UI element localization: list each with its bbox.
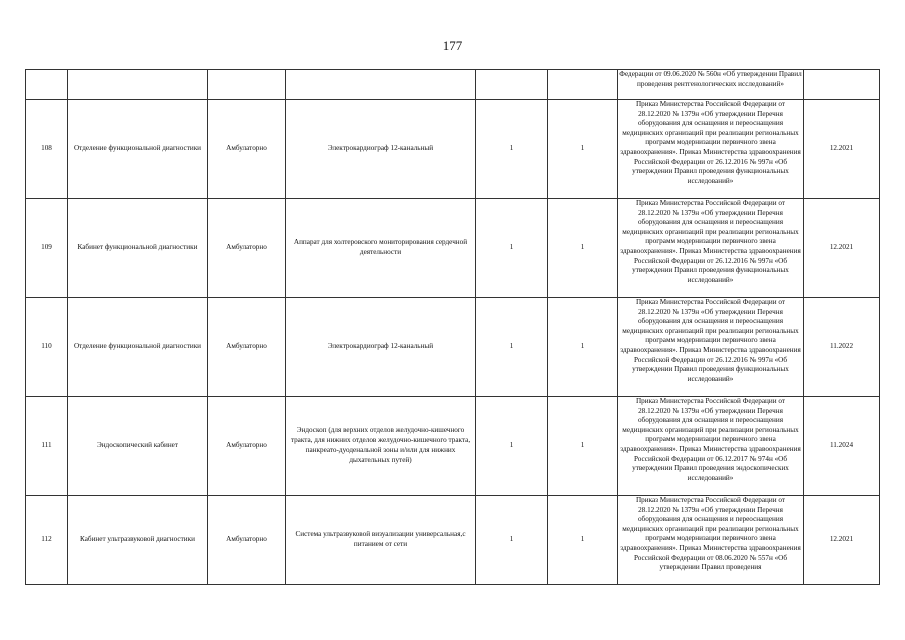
table-row bbox=[26, 100, 880, 199]
cell-unit: Кабинет ультразвуковой диагностики bbox=[68, 496, 208, 585]
cell-basis: Федерации от 09.06.2020 № 560н «Об утверждении Правил проведения рентгенологических исследований» bbox=[618, 70, 804, 100]
cell-equipment: Электрокардиограф 12-канальный bbox=[286, 100, 476, 199]
cell-num: 108 bbox=[26, 100, 68, 199]
cell-date bbox=[804, 70, 880, 100]
cell-num: 111 bbox=[26, 397, 68, 496]
cell-num: 109 bbox=[26, 199, 68, 298]
cell-date: 12.2021 bbox=[804, 199, 880, 298]
cell-basis: Приказ Министерства Российской Федерации от 28.12.2020 № 1379н «Об утверждении Перечня оборудования для оснащения и переоснащения медицинских организаций при реализации региональных программ модернизации первичного звена здравоохранения». Приказ Министерства здравоохранения Российской Федерации от 26.12.2016 № 997н «Об утверждении Правил проведения функциональных исследований» bbox=[618, 298, 804, 397]
cell-qty-a: 1 bbox=[476, 199, 548, 298]
cell-equipment: Аппарат для холтеровского мониторирования сердечной деятельности bbox=[286, 199, 476, 298]
cell-unit: Кабинет функциональной диагностики bbox=[68, 199, 208, 298]
cell-qty-b: 1 bbox=[548, 100, 618, 199]
cell-num: 110 bbox=[26, 298, 68, 397]
cell-qty-a: 1 bbox=[476, 298, 548, 397]
cell-unit: Отделение функциональной диагностики bbox=[68, 100, 208, 199]
cell-qty-b: 1 bbox=[548, 397, 618, 496]
cell-equipment: Электрокардиограф 12-канальный bbox=[286, 298, 476, 397]
cell-basis: Приказ Министерства Российской Федерации от 28.12.2020 № 1379н «Об утверждении Перечня оборудования для оснащения и переоснащения медицинских организаций при реализации региональных программ модернизации первичного звена здравоохранения». Приказ Министерства здравоохранения Российской Федерации от 06.12.2017 № 974н «Об утверждении Правил проведения эндоскопических исследований» bbox=[618, 397, 804, 496]
cell-equipment: Система ультразвуковой визуализации универсальная,с питанием от сети bbox=[286, 496, 476, 585]
cell-date: 11.2022 bbox=[804, 298, 880, 397]
cell-qty-a: 1 bbox=[476, 100, 548, 199]
cell-equipment bbox=[286, 70, 476, 100]
cell-date: 11.2024 bbox=[804, 397, 880, 496]
cell-num bbox=[26, 70, 68, 100]
table-row-continued bbox=[26, 70, 880, 100]
cell-basis: Приказ Министерства Российской Федерации от 28.12.2020 № 1379н «Об утверждении Перечня оборудования для оснащения и переоснащения медицинских организаций при реализации региональных программ модернизации первичного звена здравоохранения». Приказ Министерства здравоохранения Российской Федерации от 08.06.2020 № 557н «Об утверждении Правил проведения bbox=[618, 496, 804, 585]
cell-care-type: Амбулаторно bbox=[208, 298, 286, 397]
cell-qty-b: 1 bbox=[548, 298, 618, 397]
cell-num: 112 bbox=[26, 496, 68, 585]
cell-qty-b: 1 bbox=[548, 199, 618, 298]
cell-qty-a: 1 bbox=[476, 496, 548, 585]
cell-qty-a: 1 bbox=[476, 397, 548, 496]
cell-care-type: Амбулаторно bbox=[208, 397, 286, 496]
cell-care-type: Амбулаторно bbox=[208, 100, 286, 199]
cell-date: 12.2021 bbox=[804, 100, 880, 199]
cell-qty-b: 1 bbox=[548, 496, 618, 585]
cell-care-type: Амбулаторно bbox=[208, 199, 286, 298]
cell-equipment: Эндоскоп (для верхних отделов желудочно-кишечного тракта, для нижних отделов желудочно-кишечного тракта, панкреато-дуоденальной зоны и/или для нижних дыхательных путей) bbox=[286, 397, 476, 496]
cell-basis: Приказ Министерства Российской Федерации от 28.12.2020 № 1379н «Об утверждении Перечня оборудования для оснащения и переоснащения медицинских организаций при реализации региональных программ модернизации первичного звена здравоохранения». Приказ Министерства здравоохранения Российской Федерации от 26.12.2016 № 997н «Об утверждении Правил проведения функциональных исследований» bbox=[618, 100, 804, 199]
cell-qty-a bbox=[476, 70, 548, 100]
page-number: 177 bbox=[442, 38, 463, 53]
table-row bbox=[26, 298, 880, 397]
cell-care-type: Амбулаторно bbox=[208, 496, 286, 585]
equipment-table bbox=[25, 69, 880, 585]
cell-unit: Отделение функциональной диагностики bbox=[68, 298, 208, 397]
cell-basis: Приказ Министерства Российской Федерации от 28.12.2020 № 1379н «Об утверждении Перечня оборудования для оснащения и переоснащения медицинских организаций при реализации региональных программ модернизации первичного звена здравоохранения». Приказ Министерства здравоохранения Российской Федерации от 26.12.2016 № 997н «Об утверждении Правил проведения функциональных исследований» bbox=[618, 199, 804, 298]
table-row bbox=[26, 199, 880, 298]
table-row bbox=[26, 397, 880, 496]
cell-date: 12.2021 bbox=[804, 496, 880, 585]
table-row bbox=[26, 496, 880, 585]
cell-unit: Эндоскопический кабинет bbox=[68, 397, 208, 496]
cell-care-type bbox=[208, 70, 286, 100]
cell-qty-b bbox=[548, 70, 618, 100]
cell-unit bbox=[68, 70, 208, 100]
